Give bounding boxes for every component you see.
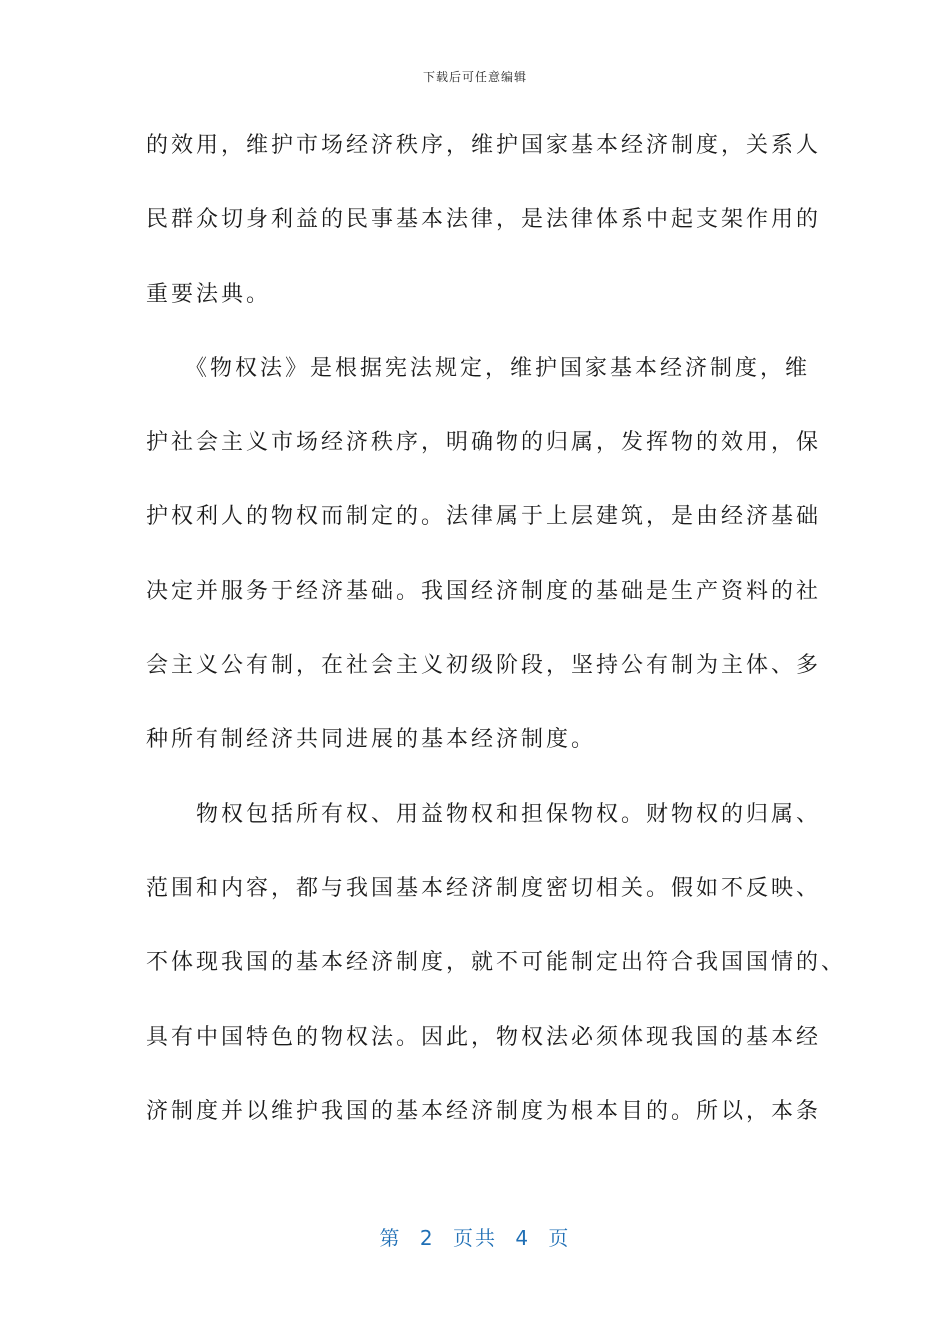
text-line: 济制度并以维护我国的基本经济制度为根本目的。所以，本条 (146, 1098, 822, 1124)
text-line: 《物权法》是根据宪法规定，维护国家基本经济制度，维 (146, 355, 811, 381)
text-line: 具有中国特色的物权法。因此，物权法必须体现我国的基本经 (146, 1024, 822, 1050)
document-body (146, 120, 847, 1160)
text-line: 护社会主义市场经济秩序，明确物的归属，发挥物的效用，保 (146, 430, 822, 456)
text-line: 护权利人的物权而制定的。法律属于上层建筑，是由经济基础 (146, 504, 822, 530)
text-line: 的效用，维护市场经济秩序，维护国家基本经济制度，关系人 (146, 133, 822, 158)
page-header-note: 下载后可任意编辑 (422, 70, 527, 84)
text-line: 会主义公有制，在社会主义初级阶段，坚持公有制为主体、多 (146, 653, 822, 679)
text-line: 物权包括所有权、用益物权和担保物权。财物权的归属、 (146, 801, 822, 827)
text-line: 重要法典。 (146, 281, 272, 307)
text-line: 决定并服务于经济基础。我国经济制度的基础是生产资料的社 (146, 578, 822, 604)
text-line: 民群众切身利益的民事基本法律，是法律体系中起支架作用的 (146, 207, 822, 233)
text-line: 范围和内容，都与我国基本经济制度密切相关。假如不反映、 (146, 875, 822, 901)
page-number-footer (0, 1222, 950, 1251)
text-line: 种所有制经济共同进展的基本经济制度。 (146, 727, 597, 753)
page-number-label: 第 2 页共 4 页 (379, 1226, 571, 1250)
text-line: 不体现我国的基本经济制度，就不可能制定出符合我国国情的、 (146, 950, 847, 976)
